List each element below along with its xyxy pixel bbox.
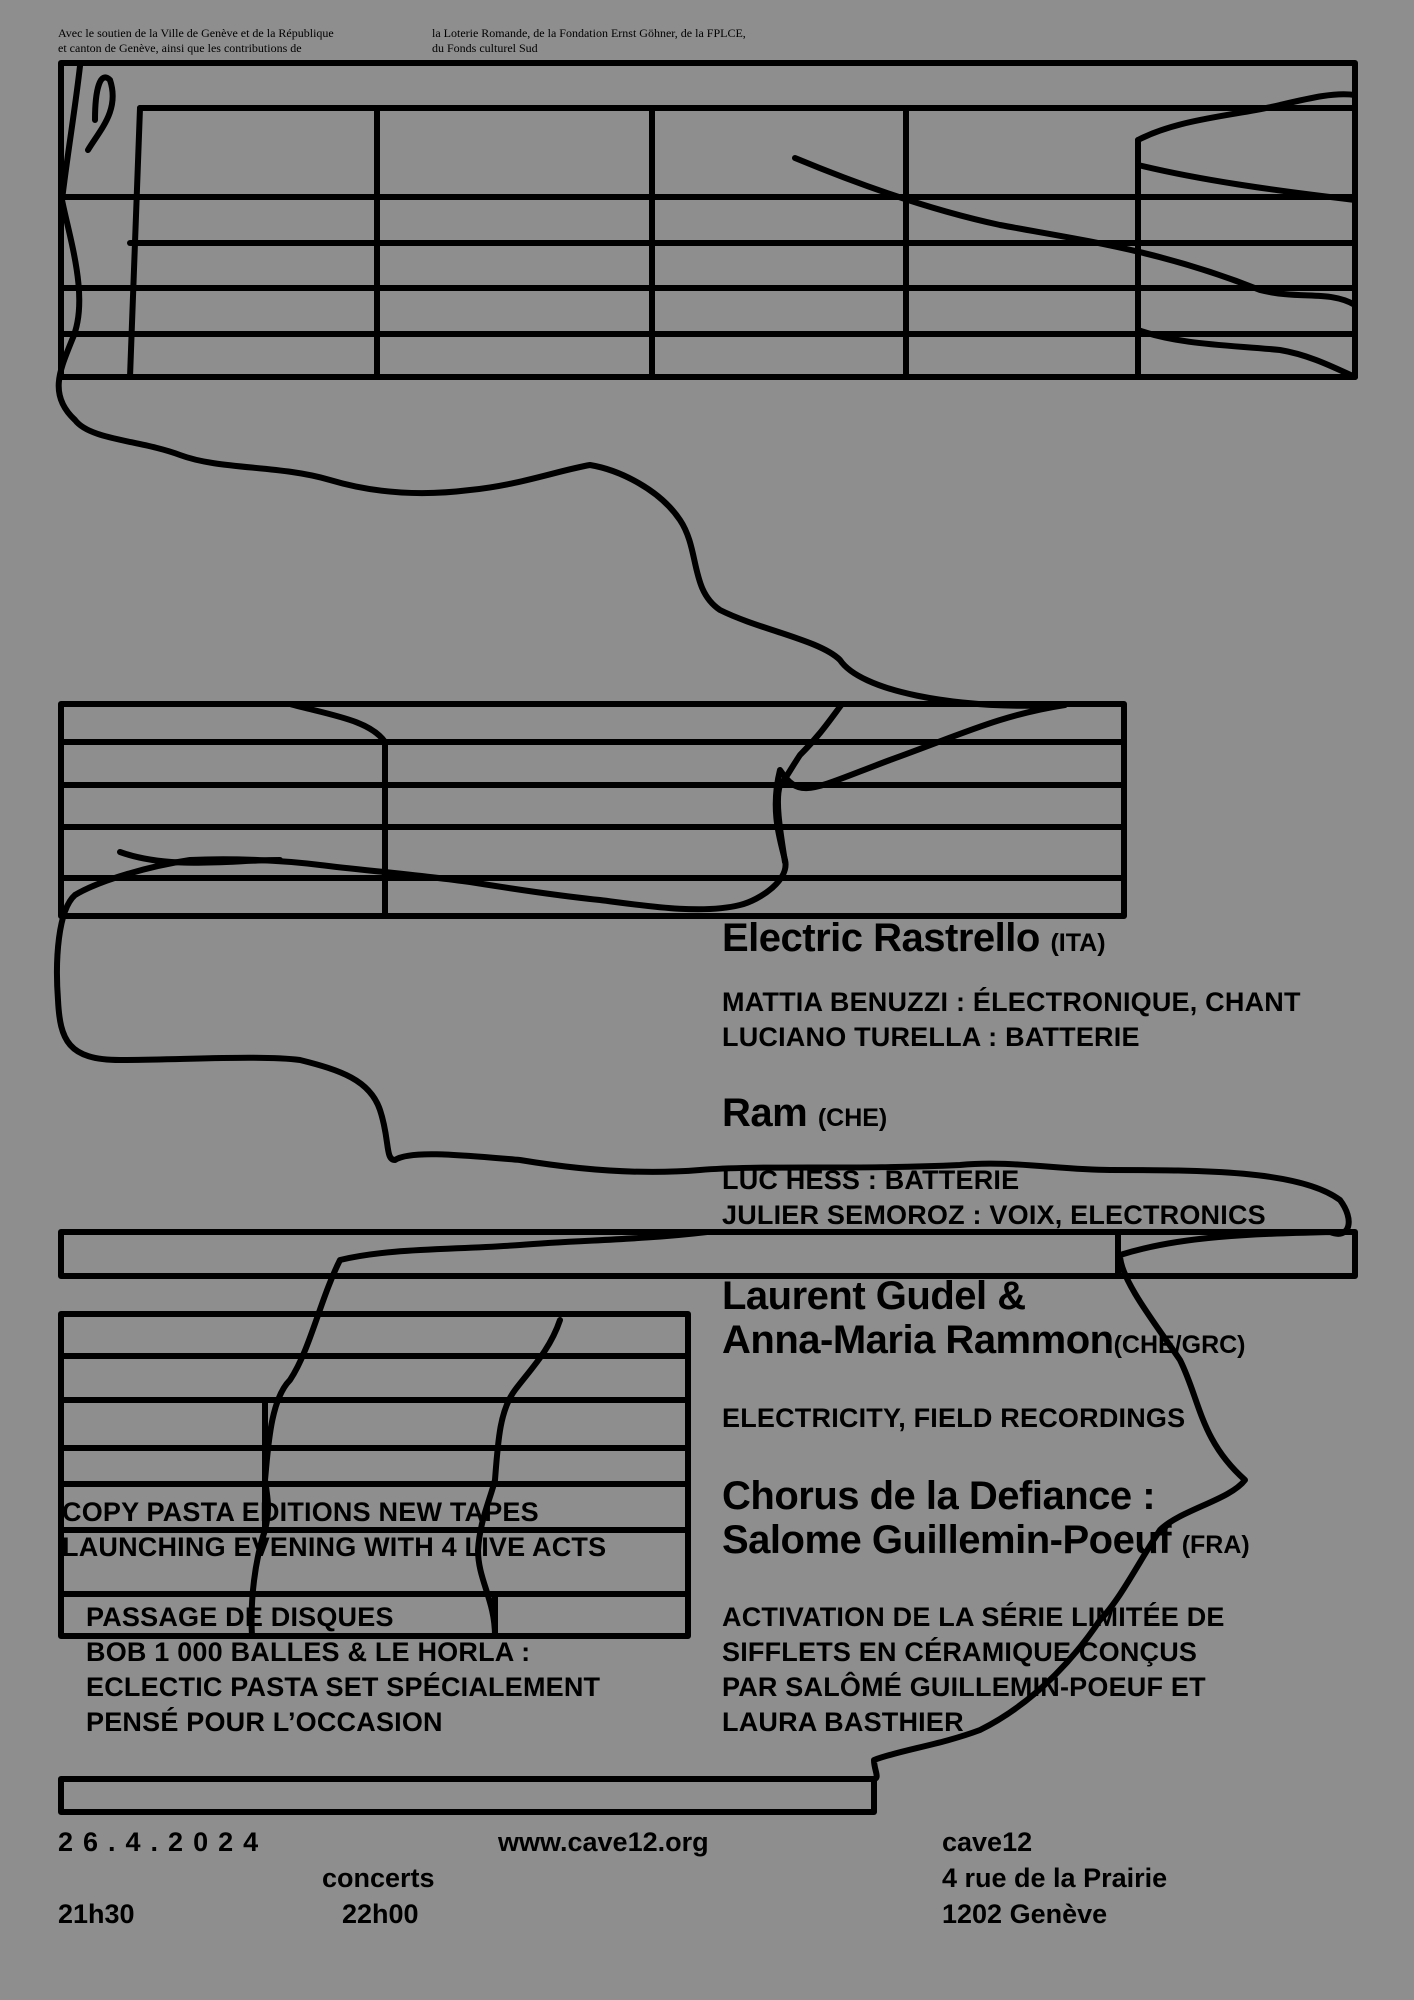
act-name-line: Chorus de la Defiance :: [722, 1474, 1156, 1518]
event-headline-line: COPY PASTA EDITIONS NEW TAPES: [62, 1497, 539, 1527]
act-name: Ram: [722, 1091, 808, 1135]
concerts-time: 22h00: [342, 1899, 419, 1929]
venue-city: 1202 Genève: [942, 1899, 1108, 1929]
venue-street: 4 rue de la Prairie: [942, 1863, 1168, 1893]
concerts-label: concerts: [322, 1863, 435, 1893]
dj-line: PENSÉ POUR L’OCCASION: [86, 1707, 443, 1737]
act-country: (ITA): [1050, 929, 1106, 957]
map-river-2: [1138, 94, 1355, 140]
event-date: 26.4.2024: [58, 1827, 269, 1857]
grid-strip: [61, 1232, 1355, 1276]
act-details: [722, 985, 1301, 1055]
act-detail-line: JULIER SEMOROZ : VOIX, ELECTRONICS: [722, 1200, 1266, 1230]
act-details: [722, 1401, 1185, 1436]
credits-line: du Fonds culturel Sud: [432, 41, 538, 55]
grid-bar-bottom: [61, 1779, 874, 1812]
map-river-5: [1138, 330, 1355, 377]
grid-frame-lower: [61, 1314, 688, 1636]
act-detail-line: PAR SALÔMÉ GUILLEMIN-POEUF ET: [722, 1672, 1206, 1702]
map-river-3: [795, 158, 1355, 305]
credits-line: et canton de Genève, ainsi que les contributions de: [58, 41, 302, 55]
act-country: (FRA): [1181, 1531, 1250, 1559]
act-detail-line: ACTIVATION DE LA SÉRIE LIMITÉE DE: [722, 1602, 1225, 1632]
act-detail-line: ELECTRICITY, FIELD RECORDINGS: [722, 1403, 1186, 1433]
act-detail-line: SIFFLETS EN CÉRAMIQUE CONÇUS: [722, 1637, 1198, 1667]
map-river-10: [478, 1320, 560, 1636]
event-headline: [62, 1495, 606, 1565]
act-detail-line: LUCIANO TURELLA : BATTERIE: [722, 1022, 1140, 1052]
act-country: (CHE): [817, 1104, 888, 1132]
map-river-1: [88, 77, 113, 150]
credits-line: Avec le soutien de la Ville de Genève et de la République: [58, 26, 334, 40]
act-title: [722, 1274, 1246, 1367]
dj-line: PASSAGE DE DISQUES: [86, 1602, 394, 1632]
act-title: [722, 1474, 1250, 1567]
dj-set: [86, 1600, 600, 1740]
act-detail-line: MATTIA BENUZZI : ÉLECTRONIQUE, CHANT: [722, 987, 1301, 1017]
act-details: [722, 1600, 1225, 1740]
act-name-line: Anna-Maria Rammon: [722, 1318, 1114, 1362]
act-name: Electric Rastrello: [722, 916, 1040, 960]
act-name-line: Laurent Gudel &: [722, 1274, 1026, 1318]
act-detail-line: LUC HESS : BATTERIE: [722, 1165, 1020, 1195]
event-headline-line: LAUNCHING EVENING WITH 4 LIVE ACTS: [62, 1532, 607, 1562]
act-country: (CHE/GRC): [1113, 1331, 1246, 1359]
credits-line: la Loterie Romande, de la Fondation Ernst Göhner, de la FPLCE,: [432, 26, 746, 40]
dj-line: BOB 1 000 BALLES & LE HORLA :: [86, 1637, 531, 1667]
doors-time: 21h30: [58, 1899, 135, 1929]
venue-name: cave12: [942, 1827, 1033, 1857]
grid-frame-middle: [61, 704, 1124, 916]
act-title: [722, 1091, 887, 1140]
map-river-6: [290, 704, 385, 742]
act-name-line: Salome Guillemin-Poeuf: [722, 1518, 1172, 1562]
act-detail-line: LAURA BASTHIER: [722, 1707, 964, 1737]
dj-line: ECLECTIC PASTA SET SPÉCIALEMENT: [86, 1672, 601, 1702]
act-title: [722, 916, 1106, 965]
website-link[interactable]: www.cave12.org: [498, 1827, 709, 1857]
act-details: [722, 1163, 1266, 1233]
